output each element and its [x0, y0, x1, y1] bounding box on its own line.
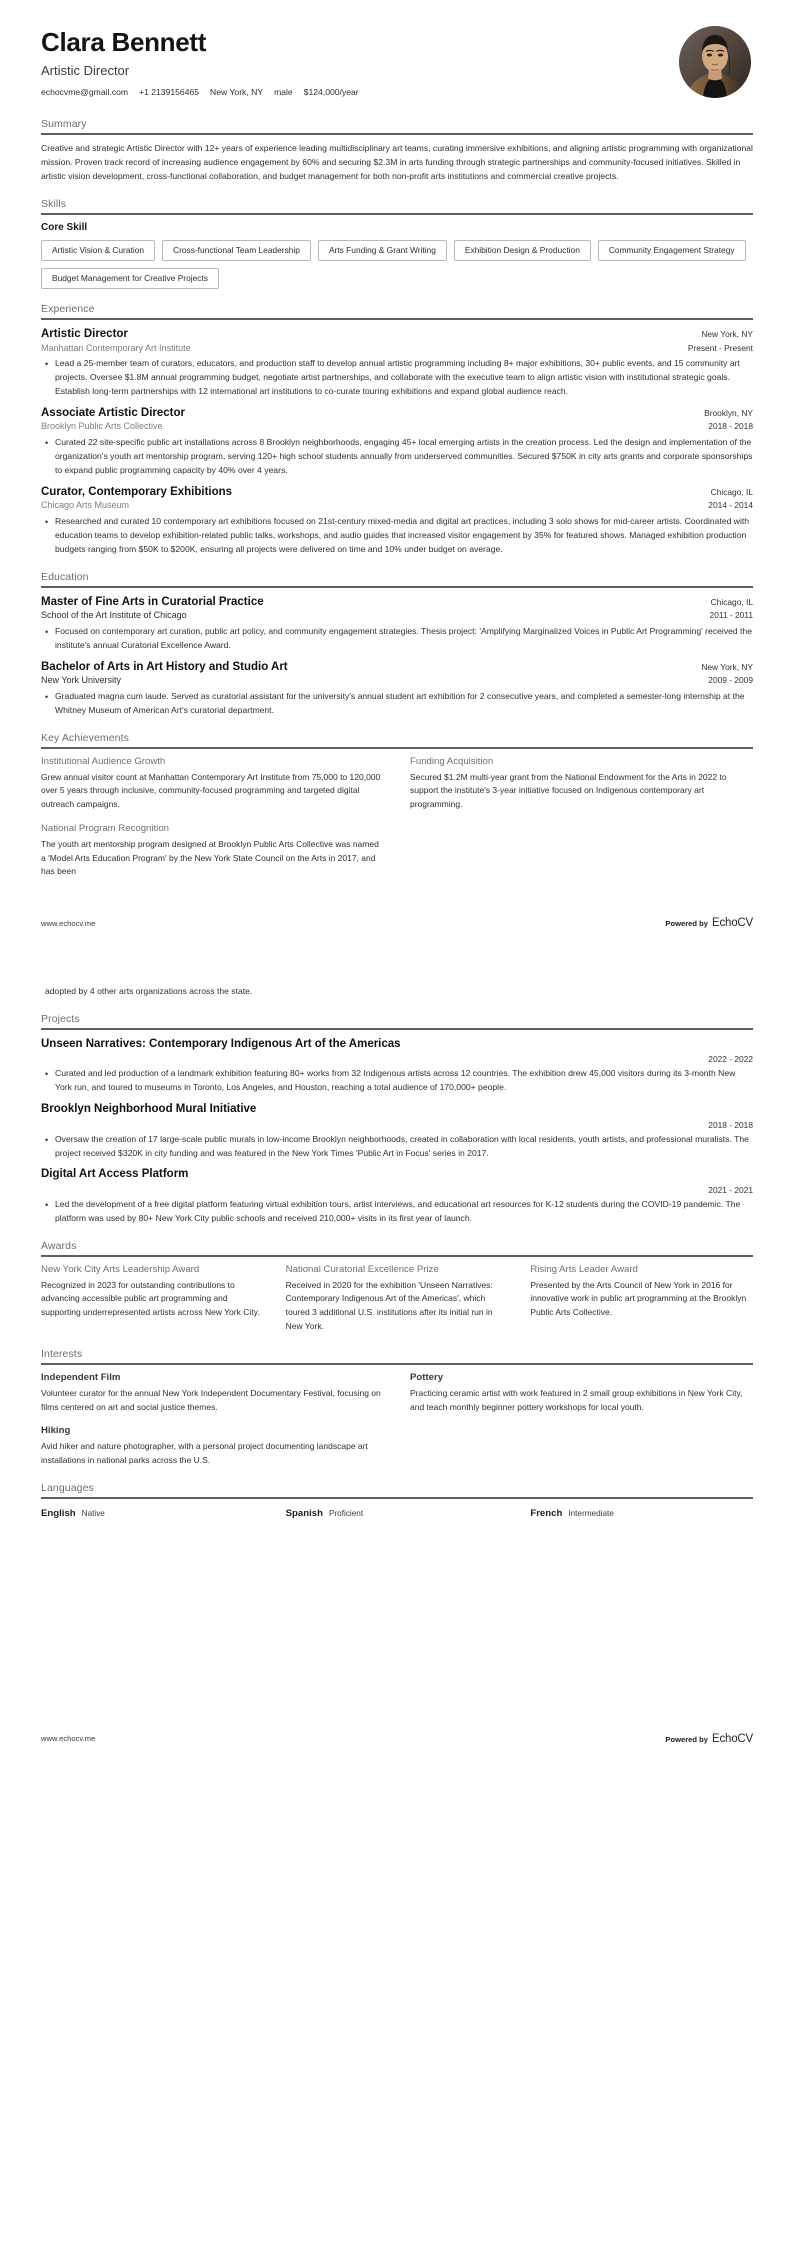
experience-bullets	[41, 515, 753, 557]
section-divider	[41, 1497, 753, 1499]
project-entry	[41, 1102, 753, 1160]
candidate-name: Clara Bennett	[41, 27, 207, 57]
section-title-experience: Experience	[41, 303, 95, 316]
experience-bullets	[41, 357, 753, 399]
section-title-key-achievements: Key Achievements	[41, 731, 129, 744]
skill-chip: Cross-functional Team Leadership	[162, 240, 311, 261]
experience-entry	[41, 406, 753, 478]
skill-chip-list	[41, 240, 753, 289]
section-projects	[41, 1013, 753, 1226]
bullet-item: • Graduated magna cum laude. Served as curatorial assistant for the university's annual student art exhibition for 2 consecutive years, and completed a semester-long internship at the Whitney Museum of American Art's curatorial department.	[55, 690, 753, 718]
language-level: Native	[81, 1508, 105, 1518]
footer-powered-by	[665, 917, 753, 929]
award-title: National Curatorial Excellence Prize	[285, 1263, 439, 1275]
page-footer	[41, 917, 753, 929]
skill-chip: Arts Funding & Grant Writing	[318, 240, 447, 261]
project-dates: 2018 - 2018	[708, 1119, 753, 1130]
skill-group-title: Core Skill	[41, 221, 88, 233]
education-bullets	[41, 690, 753, 718]
education-location: Chicago, IL	[710, 596, 753, 607]
key-achievement-item	[41, 756, 384, 812]
section-interests	[41, 1348, 753, 1468]
language-name: French	[530, 1507, 563, 1519]
footer-website[interactable]: www.echocv.me	[41, 1734, 96, 1744]
experience-location: Brooklyn, NY	[704, 408, 753, 419]
experience-company: Brooklyn Public Arts Collective	[41, 421, 163, 432]
experience-title: Curator, Contemporary Exhibitions	[41, 485, 233, 498]
key-achievement-item-empty	[410, 823, 753, 879]
award-grid	[41, 1264, 753, 1334]
powered-by-label: Powered by	[665, 919, 708, 929]
key-achievement-body: Grew annual visitor count at Manhattan Contemporary Art Institute from 75,000 to 120,000 over 5 years through inclusive, community-focused programming and targeted digital outreach campaigns.	[41, 771, 381, 810]
language-name: Spanish	[285, 1507, 323, 1519]
experience-company: Manhattan Contemporary Art Institute	[41, 342, 191, 353]
project-title: Unseen Narratives: Contemporary Indigenous Art of the Americas	[41, 1038, 401, 1051]
interest-title: Independent Film	[41, 1371, 121, 1383]
section-experience	[41, 303, 753, 556]
page-break-spacer	[41, 929, 753, 985]
section-education	[41, 571, 753, 718]
avatar	[679, 26, 751, 98]
award-item	[286, 1264, 509, 1334]
interest-item	[41, 1372, 384, 1415]
bullet-item: • Led the development of a free digital platform featuring virtual exhibition tours, artist interviews, and educational art resources for K-12 students during the COVID-19 pandemic. The platform was used by 80+ New York City public schools and received 210,000+ visits in its first year of launch.	[55, 1198, 753, 1226]
experience-location: Chicago, IL	[710, 486, 753, 497]
key-achievement-grid	[41, 756, 753, 880]
experience-dates: Present - Present	[687, 342, 753, 353]
footer-powered-by	[665, 1733, 753, 1745]
bullet-item: • Curated 22 site-specific public art installations across 8 Brooklyn neighborhoods, engaging 45+ local emerging artists in the creation process. Led the design and implementation of the organization's youth art mentorship program, serving 120+ high school students annually from underserved communities. Secured $750K in city arts grants and corporate sponsorships to expand public programming capacity by 40% over 4 years.	[55, 436, 753, 478]
summary-text: Creative and strategic Artistic Director with 12+ years of experience leading multidisciplinary art teams, curating immersive exhibitions, and aligning artistic programming with organizational mission. Proven track record of increasing audience engagement by 60% and securing $2.3M in arts funding through strategic partnerships and community-focused initiatives. Skilled in artistic vision development, cross-functional collaboration, and budget management for both non-profit arts institutions and commercial creative projects.	[41, 143, 753, 181]
experience-location: New York, NY	[701, 329, 753, 340]
education-degree: Bachelor of Arts in Art History and Studio Art	[41, 660, 288, 673]
section-divider	[41, 586, 753, 588]
project-dates: 2022 - 2022	[708, 1054, 753, 1065]
education-degree: Master of Fine Arts in Curatorial Practice	[41, 595, 264, 608]
contact-row	[41, 87, 679, 97]
education-location: New York, NY	[701, 661, 753, 672]
interest-title: Pottery	[410, 1371, 444, 1383]
resume-header	[41, 0, 753, 104]
section-title-projects: Projects	[41, 1013, 80, 1026]
language-item	[530, 1508, 753, 1519]
experience-entry	[41, 327, 753, 399]
language-grid	[41, 1506, 753, 1519]
section-title-summary: Summary	[41, 118, 87, 130]
skill-chip: Exhibition Design & Production	[454, 240, 591, 261]
interest-grid	[41, 1372, 753, 1468]
bullet-item: • Researched and curated 10 contemporary art exhibitions focused on 21st-century mixed-media and digital art practices, including 3 solo shows for mid-career artists. Coordinated with education teams to develop exhibition-related public talks, workshops, and audio guides that increased visitor engagement by 35% for featured shows. Managed exhibition production budgets ranging from $50K to $200K, ensuring all projects were delivered on time and 10% under budget on average.	[55, 515, 753, 557]
skill-chip: Community Engagement Strategy	[598, 240, 746, 261]
award-title: New York City Arts Leadership Award	[41, 1263, 200, 1275]
section-divider	[41, 213, 753, 215]
section-summary	[41, 118, 753, 184]
language-item	[41, 1508, 264, 1519]
section-divider	[41, 747, 753, 749]
brand-name: EchoCV	[712, 917, 753, 930]
bullet-item: • Oversaw the creation of 17 large-scale public murals in low-income Brooklyn neighborhoods, created in collaboration with local residents, youth artists, and professional muralists. The project received $320K in city funding and was featured in the New York Times 'Public Art in Focus' series in 2017.	[55, 1133, 753, 1161]
page-footer	[41, 1733, 753, 1745]
brand-name: EchoCV	[712, 1732, 753, 1745]
key-achievement-continued: adopted by 4 other arts organizations across the state.	[45, 986, 253, 997]
footer-website[interactable]: www.echocv.me	[41, 918, 96, 928]
contact-salary: $124,000/year	[303, 86, 359, 97]
powered-by-label: Powered by	[665, 1734, 708, 1744]
experience-dates: 2014 - 2014	[708, 500, 753, 511]
contact-phone[interactable]: +1 2139156465	[139, 86, 200, 97]
key-achievement-title: National Program Recognition	[41, 822, 169, 834]
award-body: Recognized in 2023 for outstanding contributions to advancing accessible public art programming and supporting underrepresented artists across New York City.	[41, 1279, 260, 1318]
section-languages	[41, 1482, 753, 1519]
bullet-item: • Focused on contemporary art curation, public art policy, and community engagement strategies. Thesis project: 'Amplifying Marginalized Voices in Public Art Programming' received the institute's annual Curatorial Excellence Award.	[55, 625, 753, 653]
award-item	[41, 1264, 264, 1334]
project-bullets	[41, 1067, 753, 1095]
interest-item-empty	[410, 1425, 753, 1468]
key-achievement-item	[410, 756, 753, 812]
education-dates: 2009 - 2009	[708, 675, 753, 685]
contact-location: New York, NY	[210, 86, 264, 97]
language-level: Proficient	[328, 1508, 364, 1518]
section-title-education: Education	[41, 570, 89, 583]
project-entry	[41, 1167, 753, 1225]
key-achievement-title: Institutional Audience Growth	[41, 755, 166, 767]
section-divider	[41, 1028, 753, 1030]
key-achievement-body: The youth art mentorship program designed at Brooklyn Public Arts Collective was named a 'Model Arts Education Program' by the New York State Council on the Arts in 2017, and has been	[41, 838, 379, 877]
section-title-languages: Languages	[41, 1481, 94, 1494]
key-achievement-body: Secured $1.2M multi-year grant from the National Endowment for the Arts in 2022 to support the institute's 3-year initiative focused on Indigenous contemporary art programming.	[410, 771, 727, 810]
interest-body: Avid hiker and nature photographer, with a personal project documenting landscape art installations in national parks across the U.S.	[41, 1441, 368, 1466]
experience-bullets	[41, 436, 753, 478]
bullet-item: • Curated and led production of a landmark exhibition featuring 80+ works from 32 Indigenous artists across 12 countries. The exhibition drew 45,000 visitors during its 3-month New York run, and toured to museums in Toronto, Los Angeles, and Houston, reaching a total audience of 170,000+ people.	[55, 1067, 753, 1095]
award-body: Presented by the Arts Council of New York in 2016 for innovative work in public art programming at the Brooklyn Public Arts Collective.	[530, 1279, 747, 1318]
language-item	[286, 1508, 509, 1519]
project-bullets	[41, 1133, 753, 1161]
header-identity	[41, 24, 679, 97]
language-name: English	[41, 1507, 76, 1519]
experience-title: Associate Artistic Director	[41, 407, 186, 420]
bottom-spacer	[41, 1519, 753, 1733]
education-entry	[41, 595, 753, 653]
education-bullets	[41, 625, 753, 653]
language-level: Intermediate	[568, 1508, 614, 1518]
project-entry	[41, 1037, 753, 1095]
section-awards	[41, 1240, 753, 1334]
section-title-skills: Skills	[41, 197, 67, 210]
section-title-awards: Awards	[41, 1239, 77, 1252]
project-dates: 2021 - 2021	[708, 1184, 753, 1195]
contact-email[interactable]: echocvme@gmail.com	[41, 86, 129, 97]
skill-chip: Budget Management for Creative Projects	[41, 268, 219, 289]
award-title: Rising Arts Leader Award	[530, 1263, 638, 1275]
project-title: Digital Art Access Platform	[41, 1168, 189, 1181]
interest-title: Hiking	[41, 1425, 71, 1437]
candidate-job-title: Artistic Director	[41, 62, 130, 78]
interest-body: Practicing ceramic artist with work featured in 2 small group exhibitions in New York City, and teach monthly beginner pottery workshops for local youth.	[410, 1387, 743, 1412]
education-school: New York University	[41, 675, 122, 685]
section-divider	[41, 1255, 753, 1257]
award-body: Received in 2020 for the exhibition 'Unseen Narratives: Contemporary Indigenous Art of the Americas', which toured 3 additional U.S. institutions after its initial run in New York.	[285, 1279, 493, 1331]
interest-item	[41, 1425, 384, 1468]
section-divider	[41, 318, 753, 320]
interest-item	[410, 1372, 753, 1415]
key-achievement-item	[41, 823, 384, 879]
section-title-interests: Interests	[41, 1347, 83, 1360]
skill-chip: Artistic Vision & Curation	[41, 240, 155, 261]
project-title: Brooklyn Neighborhood Mural Initiative	[41, 1103, 257, 1116]
section-divider	[41, 1363, 753, 1365]
experience-dates: 2018 - 2018	[708, 421, 753, 432]
project-bullets	[41, 1198, 753, 1226]
key-achievement-title: Funding Acquisition	[410, 755, 494, 767]
interest-body: Volunteer curator for the annual New York Independent Documentary Festival, focusing on films centered on art and social justice themes.	[41, 1387, 381, 1412]
contact-gender: male	[274, 86, 293, 97]
education-school: School of the Art Institute of Chicago	[41, 610, 187, 621]
education-dates: 2011 - 2011	[709, 610, 753, 621]
experience-title: Artistic Director	[41, 328, 128, 341]
experience-company: Chicago Arts Museum	[41, 500, 130, 511]
footer-spacer	[41, 879, 753, 917]
section-key-achievements	[41, 732, 753, 880]
award-item	[530, 1264, 753, 1334]
section-skills	[41, 198, 753, 289]
education-entry	[41, 660, 753, 718]
section-divider	[41, 133, 753, 135]
experience-entry	[41, 485, 753, 557]
bullet-item: • Lead a 25-member team of curators, educators, and production staff to develop annual artistic programming including 8+ major exhibitions, 30+ public events, and 15 community art projects. Oversee $1.8M annual programming budget, negotiate artist partnerships, and collaborate with the executive team to align artistic vision with institutional strategic goals. Establish long-term partnerships with 12 international art institutions to co-curate touring exhibitions and expand global audience reach.	[55, 357, 753, 399]
